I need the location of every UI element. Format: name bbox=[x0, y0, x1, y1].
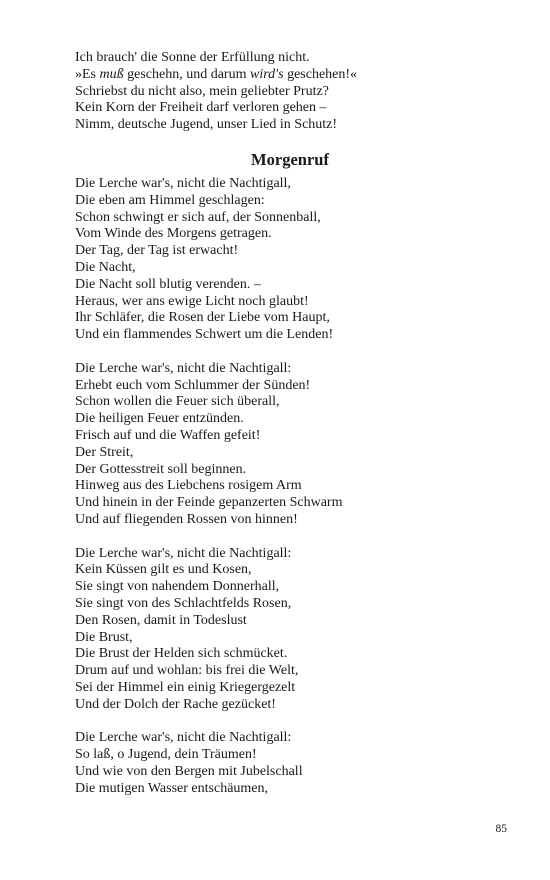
verse-line: Und wie von den Bergen mit Jubelschall bbox=[75, 763, 303, 779]
verse-line: Erhebt euch vom Schlummer der Sünden! bbox=[75, 377, 311, 393]
poem-title: Morgenruf bbox=[251, 149, 329, 169]
poem-stanza-2 bbox=[75, 361, 515, 529]
verse-line: Und der Dolch der Rache gezücket! bbox=[75, 696, 276, 712]
stanza-gap bbox=[75, 529, 515, 546]
stanza-gap bbox=[75, 344, 515, 361]
verse-line: Sei der Himmel ein einig Kriegergezelt bbox=[75, 679, 296, 695]
verse-line: Und auf fliegenden Rossen von hinnen! bbox=[75, 511, 298, 527]
verse-line: Kein Küssen gilt es und Kosen, bbox=[75, 562, 252, 578]
verse-line: Sie singt von des Schlachtfelds Rosen, bbox=[75, 595, 292, 611]
poem-stanza-3 bbox=[75, 546, 515, 714]
verse-line: Ihr Schläfer, die Rosen der Liebe vom Haupt, bbox=[75, 310, 330, 326]
verse-line: Der Gottesstreit soll beginnen. bbox=[75, 461, 247, 477]
page-number: 85 bbox=[495, 823, 507, 835]
verse-line: Ich brauch' die Sonne der Erfüllung nicht. bbox=[75, 50, 310, 65]
verse-line: Der Tag, der Tag ist erwacht! bbox=[75, 243, 239, 259]
verse-line: Die Lerche war's, nicht die Nachtigall, bbox=[75, 175, 291, 191]
page-content bbox=[75, 50, 515, 797]
verse-line: Die Lerche war's, nicht die Nachtigall: bbox=[75, 730, 292, 746]
verse-line: Die eben am Himmel geschlagen: bbox=[75, 192, 265, 208]
verse-line: Die Brust, bbox=[75, 629, 133, 645]
verse-line: Hinweg aus des Liebchens rosigem Arm bbox=[75, 478, 302, 494]
verse-line: Schriebst du nicht also, mein geliebter Prutz? bbox=[75, 83, 329, 99]
verse-line: Sie singt von nahendem Donnerhall, bbox=[75, 579, 280, 595]
verse-line: Der Streit, bbox=[75, 444, 134, 460]
verse-line: Heraus, wer ans ewige Licht noch glaubt! bbox=[75, 293, 309, 309]
verse-line: Die Brust der Helden sich schmücket. bbox=[75, 646, 288, 662]
verse-line: Die mutigen Wasser entschäumen, bbox=[75, 780, 269, 796]
verse-line: Den Rosen, damit in Todeslust bbox=[75, 612, 247, 628]
poem-stanza-1 bbox=[75, 176, 515, 344]
poem-stanza-4 bbox=[75, 730, 515, 797]
verse-line: Die Lerche war's, nicht die Nachtigall: bbox=[75, 545, 292, 561]
verse-line: Drum auf und wohlan: bis frei die Welt, bbox=[75, 663, 299, 679]
verse-line: Kein Korn der Freiheit darf verloren gehen – bbox=[75, 100, 327, 116]
verse-line: So laß, o Jugend, dein Träumen! bbox=[75, 747, 257, 763]
verse-line: Die Lerche war's, nicht die Nachtigall: bbox=[75, 360, 292, 376]
stanza-gap bbox=[75, 713, 515, 730]
verse-line: Schon wollen die Feuer sich überall, bbox=[75, 394, 280, 410]
verse-line: Und hinein in der Feinde gepanzerten Schwarm bbox=[75, 495, 343, 511]
verse-line: Die Nacht soll blutig verenden. – bbox=[75, 276, 261, 292]
verse-line: »Es muß geschehn, und darum wird's geschehen!« bbox=[75, 66, 358, 82]
verse-line: Die Nacht, bbox=[75, 259, 136, 275]
verse-line: Frisch auf und die Waffen gefeit! bbox=[75, 427, 261, 443]
intro-stanza bbox=[75, 50, 515, 134]
verse-line: Schon schwingt er sich auf, der Sonnenball, bbox=[75, 209, 321, 225]
verse-line: Die heiligen Feuer entzünden. bbox=[75, 411, 244, 427]
verse-line: Vom Winde des Morgens getragen. bbox=[75, 226, 272, 242]
verse-line: Nimm, deutsche Jugend, unser Lied in Schutz! bbox=[75, 117, 338, 133]
verse-line: Und ein flammendes Schwert um die Lenden! bbox=[75, 327, 334, 343]
